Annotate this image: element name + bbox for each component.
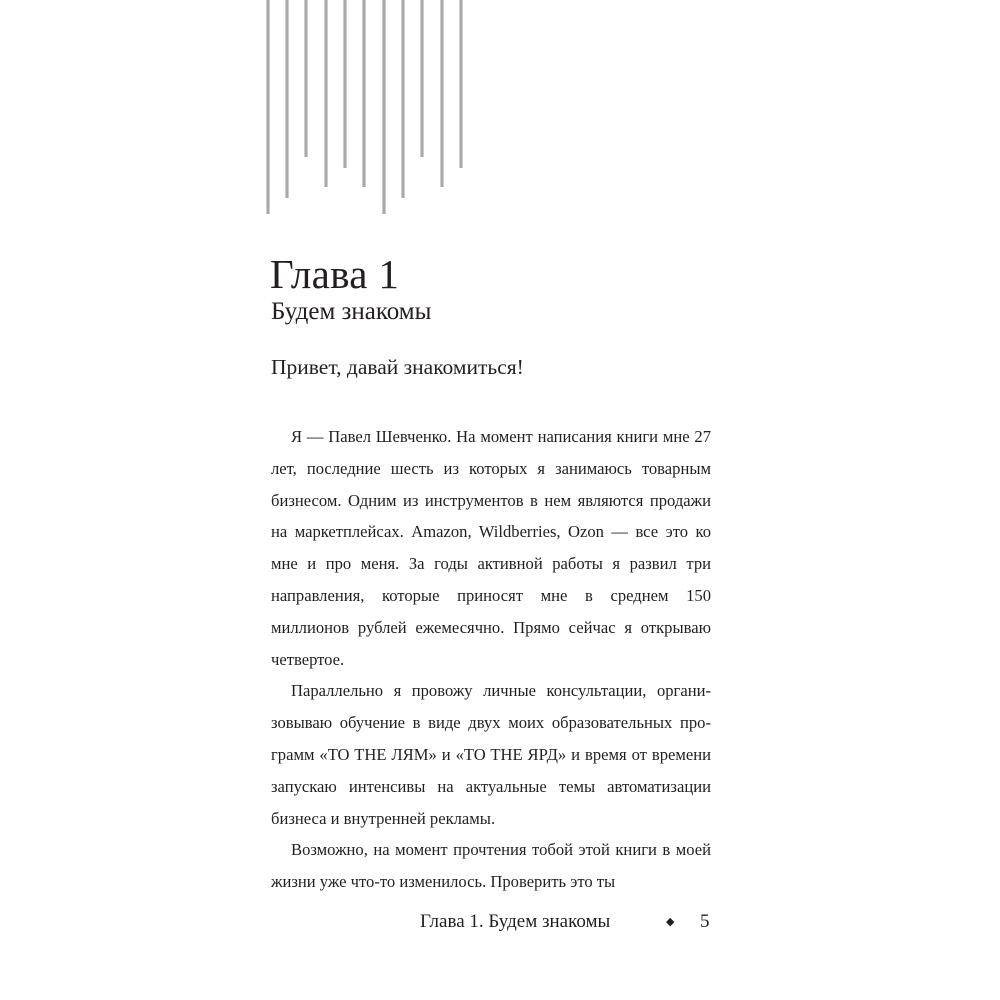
- paragraph: Возможно, на момент прочтения тобой этой книги в моей жизни уже что-то изменилось. Проверить это ты: [271, 840, 711, 892]
- paragraph: Я — Павел Шевченко. На момент написания книги мне 27 лет, последние шесть из которых я занимаюсь товарным бизнесом. Одним из инструментов в нем являются продажи на маркетплейсах. Amazon, Wildberries, Ozon — все это ко мне и про меня. За годы активной работы я развил три направления, которые приносят мне в среднем 150 миллионов рублей ежемесячно. Прямо сейчас я открываю четвертое.: [271, 427, 711, 669]
- decorative-vertical-lines: [0, 0, 1000, 230]
- chapter-title: Глава 1: [270, 251, 400, 297]
- section-heading: Привет, давай знакомиться!: [271, 355, 524, 379]
- running-footer: [420, 906, 712, 938]
- paragraph: Параллельно я провожу личные консультации, организовываю обучение в виде двух моих образовательных программ «TO THE ЛЯМ» и «TO THE ЯРД» и время от времени запускаю интенсивы на актуальные темы автоматизации бизнеса и внутренней рекламы.: [271, 681, 711, 828]
- page-number: 5: [700, 911, 710, 932]
- chapter-subtitle: Будем знакомы: [271, 298, 432, 325]
- body-text: [271, 421, 711, 898]
- running-title: Глава 1. Будем знакомы: [420, 911, 611, 932]
- diamond-separator-icon: ◆: [666, 916, 675, 928]
